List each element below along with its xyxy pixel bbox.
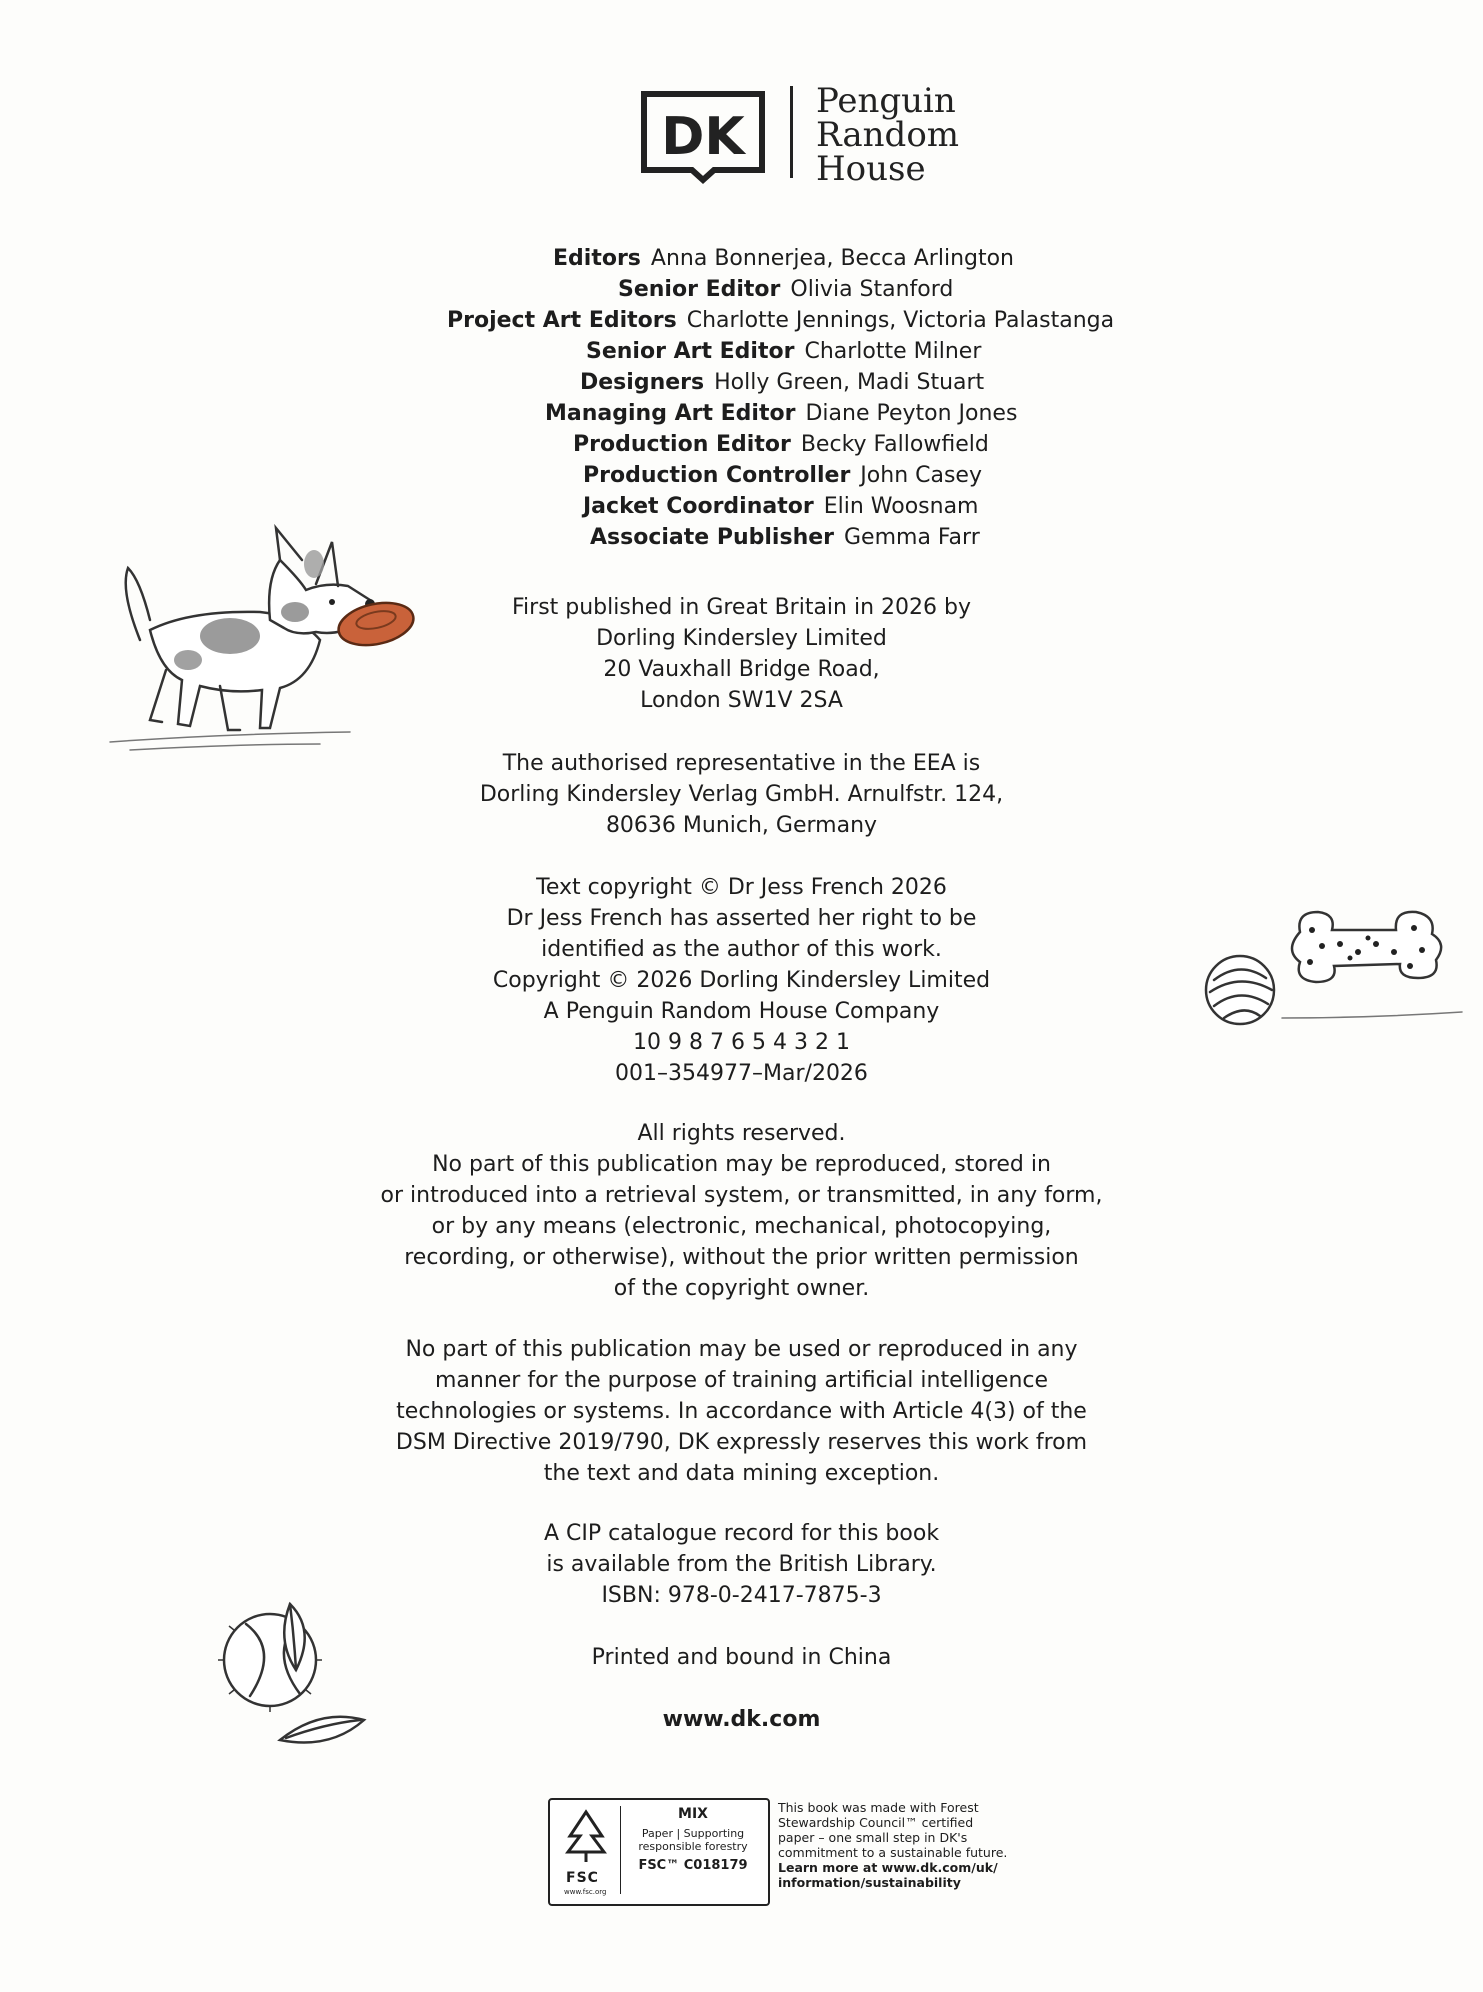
credit-project-art-editors: Project Art Editors Charlotte Jennings, Victoria Palastanga bbox=[447, 308, 1115, 333]
dk-book-logo bbox=[640, 90, 766, 186]
sustainability-note: This book was made with Forest Stewardship Council™ certified paper – one small step in DK's commitment to a sustainable future. Learn more at www.dk.com/uk/ information/sustainability bbox=[778, 1800, 1038, 1890]
sustainability-link-continued[interactable]: information/sustainability bbox=[778, 1875, 961, 1890]
copyright-info: Text copyright © Dr Jess French 2026 Dr Jess French has asserted her right to be identified as the author of this work. Copyright © 2026 Dorling Kindersley Limited A Penguin Random House Company 10 9 8 7 6 5 4 3 2 1 001–354977–Mar/2026 bbox=[492, 875, 991, 1086]
credit-production-editor: Production Editor Becky Fallowfield bbox=[573, 432, 989, 457]
penguin-random-house-wordmark: Penguin Random House bbox=[816, 81, 960, 189]
fsc-code: FSC™ C018179 bbox=[638, 1858, 748, 1873]
sustainability-link[interactable]: Learn more at www.dk.com/uk/ bbox=[778, 1860, 998, 1875]
ai-training-notice: No part of this publication may be used or reproduced in any manner for the purpose of training artificial intelligence technologies or systems. In accordance with Article 4(3) of the DSM Directive 2019/790, DK expressly reserves this work from the text and data mining exception. bbox=[395, 1337, 1088, 1486]
fsc-line-1: Paper | Supporting bbox=[641, 1827, 745, 1840]
dog-illustration bbox=[70, 520, 430, 760]
printed-in: Printed and bound in China bbox=[591, 1645, 892, 1670]
credit-senior-editor: Senior Editor Olivia Stanford bbox=[618, 277, 954, 302]
cip-record: A CIP catalogue record for this book is available from the British Library. ISBN: 978-0-2417-7875-3 bbox=[543, 1521, 940, 1608]
fsc-certification-badge bbox=[548, 1798, 770, 1906]
credit-designers: Designers Holly Green, Madi Stuart bbox=[580, 370, 985, 395]
credit-jacket-coordinator: Jacket Coordinator Elin Woosnam bbox=[583, 494, 979, 519]
credit-managing-art-editor: Managing Art Editor Diane Peyton Jones bbox=[545, 401, 1018, 426]
credit-editors: Editors Anna Bonnerjea, Becca Arlington bbox=[553, 246, 1015, 271]
rights-reserved: All rights reserved. No part of this publication may be reproduced, stored in or introduced into a retrieval system, or transmitted, in any form, or by any means (electronic, mechanical, photocopying, recording, or otherwise), without the prior written permission of the copyright owner. bbox=[380, 1121, 1103, 1301]
ball-and-bone-illustration bbox=[1200, 900, 1470, 1030]
fsc-tree-icon bbox=[556, 1806, 616, 1866]
dk-logo-text: DK bbox=[661, 107, 745, 167]
fsc-logo bbox=[556, 1806, 621, 1894]
fsc-mix: MIX bbox=[678, 1806, 708, 1822]
logo-divider bbox=[790, 86, 793, 178]
publisher-logo bbox=[640, 81, 980, 189]
fsc-line-2: responsible forestry bbox=[638, 1840, 748, 1853]
publication-info: First published in Great Britain in 2026 by Dorling Kindersley Limited 20 Vauxhall Bridge Road, London SW1V 2SA bbox=[511, 595, 971, 713]
website-link[interactable]: www.dk.com bbox=[662, 1707, 821, 1732]
ball-and-leaf-illustration bbox=[210, 1590, 380, 1750]
fsc-text bbox=[622, 1804, 764, 1872]
eea-representative: The authorised representative in the EEA is Dorling Kindersley Verlag GmbH. Arnulfstr. 124, 80636 Munich, Germany bbox=[479, 751, 1004, 838]
fsc-label: FSC bbox=[566, 1870, 599, 1886]
credit-production-controller: Production Controller John Casey bbox=[583, 463, 982, 488]
credit-senior-art-editor: Senior Art Editor Charlotte Milner bbox=[586, 339, 982, 364]
credit-associate-publisher: Associate Publisher Gemma Farr bbox=[590, 525, 980, 550]
fsc-site: www.fsc.org bbox=[564, 1888, 607, 1896]
